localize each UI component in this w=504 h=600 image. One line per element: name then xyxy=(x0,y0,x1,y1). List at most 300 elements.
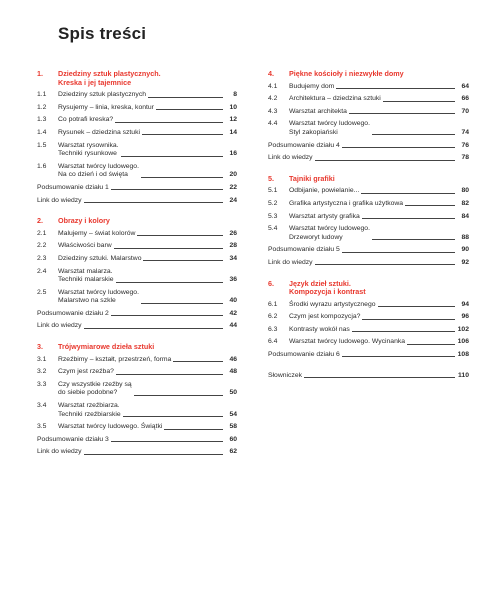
page-number: 48 xyxy=(229,368,237,376)
entry-body xyxy=(268,372,469,381)
entry-body xyxy=(58,91,237,100)
toc-entry[interactable] xyxy=(268,200,469,209)
dot-leader xyxy=(141,177,223,178)
toc-entry[interactable] xyxy=(37,289,237,306)
dot-leader xyxy=(156,109,223,110)
chapter-number: 3. xyxy=(37,342,43,352)
line-text: do siebie podobne? xyxy=(58,389,118,397)
page-number: 22 xyxy=(229,183,237,191)
entry-title xyxy=(289,120,370,137)
page-number: 110 xyxy=(458,371,469,379)
line-text: Na co dzień i od święta xyxy=(58,171,128,179)
toc-summary-entry[interactable] xyxy=(268,154,469,163)
chapter-heading[interactable] xyxy=(37,70,237,87)
entry-body xyxy=(58,423,237,432)
dot-leader xyxy=(405,205,455,206)
entry-body xyxy=(58,368,237,377)
entry-number: 5.4 xyxy=(268,225,278,233)
entry-title xyxy=(37,184,109,193)
entry-number: 5.2 xyxy=(268,199,278,207)
entry-number: 1.1 xyxy=(37,91,47,99)
line-text: Rzeźbimy – kształt, przestrzeń, forma xyxy=(58,355,172,363)
dot-leader xyxy=(148,97,223,98)
entry-title xyxy=(268,259,313,268)
entry-body xyxy=(58,163,237,180)
line-text: Środki wyrazu artystycznego xyxy=(289,300,376,308)
toc-entry[interactable] xyxy=(37,230,237,239)
entry-body xyxy=(58,104,237,113)
page-number: 36 xyxy=(229,276,237,284)
line-text: Warsztat rysownika. xyxy=(58,141,119,149)
toc-entry[interactable] xyxy=(268,326,469,335)
entry-number: 6.1 xyxy=(268,300,278,308)
entry-title xyxy=(289,95,381,104)
line-text: Odbijanie, powielanie... xyxy=(289,187,360,195)
entry-body xyxy=(268,259,469,268)
entry-number: 3.3 xyxy=(37,380,47,388)
line-text: Piękne kościoły i niezwykłe domy xyxy=(289,69,404,78)
page-number: 106 xyxy=(457,338,469,346)
dot-leader xyxy=(143,260,223,261)
entry-title xyxy=(289,326,350,335)
line-text: Dziedziny sztuki. Malarstwo xyxy=(58,254,142,262)
entry-number: 1.3 xyxy=(37,116,47,124)
line-text: Kontrasty wokół nas xyxy=(289,325,350,333)
toc-entry[interactable] xyxy=(37,255,237,264)
chapter-title xyxy=(289,175,469,184)
toc-entry[interactable] xyxy=(37,116,237,125)
entry-body xyxy=(58,129,237,138)
entry-number: 1.2 xyxy=(37,103,47,111)
entry-body xyxy=(289,213,469,222)
page-number: 88 xyxy=(461,233,469,241)
page-number: 34 xyxy=(229,254,237,262)
entry-body xyxy=(289,313,469,322)
entry-title xyxy=(58,402,121,419)
page-title: Spis treści xyxy=(58,24,147,43)
chapter-number: 5. xyxy=(268,173,274,183)
line-text: Trójwymiarowe dzieła sztuki xyxy=(58,342,155,352)
toc-entry[interactable] xyxy=(268,313,469,322)
toc-entry[interactable] xyxy=(37,163,237,180)
entry-number: 4.1 xyxy=(268,82,278,90)
page-number: 24 xyxy=(229,196,237,204)
line-text: Obrazy i kolory xyxy=(58,216,110,226)
page-number: 50 xyxy=(229,389,237,397)
entry-title xyxy=(58,230,135,239)
entry-number: 3.1 xyxy=(37,355,47,363)
dot-leader xyxy=(315,264,455,265)
dot-leader xyxy=(141,303,223,304)
entry-title xyxy=(37,436,109,445)
toc-column-right xyxy=(268,70,469,384)
entry-title xyxy=(289,108,347,117)
entry-body xyxy=(58,402,237,419)
chapter-title xyxy=(289,70,469,79)
dot-leader xyxy=(362,319,455,320)
line-text: Tajniki grafiki xyxy=(289,173,335,183)
page-number: 82 xyxy=(461,199,469,207)
line-text: Warsztat twórcy ludowego. xyxy=(58,162,139,170)
page-number: 102 xyxy=(457,325,469,333)
entry-number: 4.2 xyxy=(268,95,278,103)
entry-title xyxy=(58,423,162,432)
entry-title xyxy=(268,154,313,163)
chapter-section xyxy=(268,280,469,360)
page-number: 74 xyxy=(461,128,469,136)
entry-body xyxy=(58,242,237,251)
dot-leader xyxy=(349,113,455,114)
toc-summary-entry[interactable] xyxy=(37,184,237,193)
line-text: Podsumowanie działu 6 xyxy=(268,351,340,359)
chapter-title xyxy=(58,343,237,352)
entry-number: 5.3 xyxy=(268,212,278,220)
line-text: Styl zakopiański xyxy=(289,128,338,136)
entry-body xyxy=(37,322,237,331)
entry-title xyxy=(58,242,112,251)
toc-summary-entry[interactable] xyxy=(37,197,237,206)
entry-title xyxy=(58,356,171,365)
toc-entry[interactable] xyxy=(37,402,237,419)
line-text: Warsztat architekta xyxy=(289,107,347,115)
line-text: Link do wiedzy xyxy=(37,448,82,456)
line-text: Kompozycja i kontrast xyxy=(289,287,366,297)
entry-title xyxy=(289,200,403,209)
chapter-section xyxy=(37,217,237,331)
line-text: Link do wiedzy xyxy=(268,258,313,266)
entry-number: 3.2 xyxy=(37,368,47,376)
chapter-section xyxy=(268,70,469,163)
entry-body xyxy=(37,310,237,319)
toc-summary-entry[interactable] xyxy=(37,436,237,445)
entry-body xyxy=(58,289,237,306)
toc-entry[interactable] xyxy=(37,142,237,159)
dot-leader xyxy=(407,344,455,345)
dot-leader xyxy=(378,306,455,307)
dot-leader xyxy=(164,429,223,430)
entry-number: 3.4 xyxy=(37,402,47,410)
entry-number: 4.4 xyxy=(268,120,278,128)
dot-leader xyxy=(342,147,455,148)
entry-number: 2.3 xyxy=(37,254,47,262)
line-text: Warsztat artysty grafika xyxy=(289,212,360,220)
chapter-number: 6. xyxy=(268,278,274,288)
line-text: Podsumowanie działu 1 xyxy=(37,183,109,191)
dot-leader xyxy=(116,282,223,283)
page-number: 16 xyxy=(229,150,237,158)
entry-title xyxy=(58,129,140,138)
line-text: Techniki rysunkowe xyxy=(58,150,117,158)
line-text: Podsumowanie działu 4 xyxy=(268,141,340,149)
line-text: Podsumowanie działu 2 xyxy=(37,309,109,317)
entry-title xyxy=(58,289,139,306)
toc-entry[interactable] xyxy=(268,83,469,92)
dot-leader xyxy=(114,248,223,249)
line-text: Kreska i jej tajemnice xyxy=(58,77,132,87)
dot-leader xyxy=(116,374,223,375)
entry-body xyxy=(268,351,469,360)
line-text: Warsztat twórcy ludowego. Wycinanka xyxy=(289,338,406,346)
line-text: Język dzieł sztuki. xyxy=(289,278,351,288)
entry-body xyxy=(58,116,237,125)
entry-number: 1.6 xyxy=(37,162,47,170)
toc-entry[interactable] xyxy=(268,95,469,104)
page-number: 26 xyxy=(229,229,237,237)
page-number: 70 xyxy=(461,107,469,115)
line-text: Warsztat twórcy ludowego. xyxy=(58,288,139,296)
page-number: 20 xyxy=(229,171,237,179)
line-text: Czym jest kompozycja? xyxy=(289,313,361,321)
entry-body xyxy=(289,200,469,209)
toc-entry[interactable] xyxy=(37,381,237,398)
entry-title xyxy=(37,310,109,319)
dot-leader xyxy=(121,156,223,157)
dot-leader xyxy=(372,239,455,240)
toc-entry[interactable] xyxy=(37,356,237,365)
entry-title xyxy=(37,197,82,206)
entry-title xyxy=(58,104,154,113)
line-text: Malarstwo na szkle xyxy=(58,297,116,305)
line-text: Warsztat rzeźbiarza. xyxy=(58,402,120,410)
page-number: 90 xyxy=(461,246,469,254)
dot-leader xyxy=(361,193,455,194)
dot-leader xyxy=(134,395,223,396)
entry-title xyxy=(268,142,340,151)
entry-body xyxy=(37,448,237,457)
entry-title xyxy=(268,246,340,255)
entry-body xyxy=(268,246,469,255)
page-number: 84 xyxy=(461,212,469,220)
dot-leader xyxy=(111,315,223,316)
line-text: Link do wiedzy xyxy=(37,196,82,204)
page-number: 42 xyxy=(229,309,237,317)
dot-leader xyxy=(84,328,223,329)
toc-entry[interactable] xyxy=(37,368,237,377)
page-number: 58 xyxy=(229,423,237,431)
page-number: 94 xyxy=(461,300,469,308)
entry-title xyxy=(289,187,359,196)
line-text: Czy wszystkie rzeźby są xyxy=(58,380,132,388)
line-text: Właściwości barw xyxy=(58,242,112,250)
page-number: 78 xyxy=(461,154,469,162)
entry-number: 6.3 xyxy=(268,325,278,333)
page-number: 44 xyxy=(229,322,237,330)
line-text: Link do wiedzy xyxy=(268,154,313,162)
line-text: Budujemy dom xyxy=(289,82,335,90)
dot-leader xyxy=(137,235,223,236)
dot-leader xyxy=(111,441,223,442)
entry-body xyxy=(58,268,237,285)
dot-leader xyxy=(173,361,223,362)
entry-body xyxy=(289,338,469,347)
entry-title xyxy=(289,313,360,322)
entry-number: 1.5 xyxy=(37,141,47,149)
chapter-number: 4. xyxy=(268,69,274,78)
dot-leader xyxy=(372,134,455,135)
page-number: 108 xyxy=(457,351,469,359)
entry-number: 1.4 xyxy=(37,128,47,136)
dot-leader xyxy=(352,331,455,332)
toc-entry[interactable] xyxy=(268,225,469,242)
entry-body xyxy=(58,142,237,159)
entry-body xyxy=(37,436,237,445)
entry-body xyxy=(289,225,469,242)
toc-summary-entry[interactable] xyxy=(268,351,469,360)
line-text: Co potrafi kreska? xyxy=(58,116,114,124)
line-text: Dziedziny sztuk plastycznych. xyxy=(58,69,161,78)
chapter-heading[interactable] xyxy=(37,217,237,226)
chapter-section xyxy=(37,343,237,457)
line-text: Rysujemy – linia, kreska, kontur xyxy=(58,103,154,111)
toc-entry[interactable] xyxy=(37,129,237,138)
dot-leader xyxy=(315,160,455,161)
line-text: Rysunek – dziedzina sztuki xyxy=(58,128,140,136)
entry-title xyxy=(58,91,146,100)
entry-number: 2.5 xyxy=(37,288,47,296)
entry-body xyxy=(58,255,237,264)
page-number: 60 xyxy=(229,435,237,443)
entry-body xyxy=(289,301,469,310)
line-text: Techniki malarskie xyxy=(58,276,114,284)
chapter-heading[interactable] xyxy=(37,343,237,352)
entry-title xyxy=(58,368,114,377)
entry-title xyxy=(58,142,119,159)
line-text: Czym jest rzeźba? xyxy=(58,368,114,376)
entry-body xyxy=(268,142,469,151)
entry-title xyxy=(58,255,141,264)
entry-body xyxy=(37,184,237,193)
toc-column-left xyxy=(37,70,237,469)
toc-summary-entry[interactable] xyxy=(268,142,469,151)
toc-entry[interactable] xyxy=(268,187,469,196)
toc-summary-entry[interactable] xyxy=(37,448,237,457)
entry-body xyxy=(268,154,469,163)
line-text: Dziedziny sztuk plastycznych xyxy=(58,91,147,99)
toc-entry[interactable] xyxy=(37,423,237,432)
line-text: Podsumowanie działu 3 xyxy=(37,435,109,443)
entry-title xyxy=(289,301,376,310)
toc-entry[interactable] xyxy=(268,301,469,310)
line-text: Techniki rzeźbiarskie xyxy=(58,410,121,418)
entry-title xyxy=(37,322,82,331)
entry-number: 6.4 xyxy=(268,338,278,346)
chapter-heading[interactable] xyxy=(268,70,469,79)
toc-entry[interactable] xyxy=(37,268,237,285)
entry-title xyxy=(37,448,82,457)
entry-title xyxy=(58,268,114,285)
entry-title xyxy=(58,381,132,398)
page-number: 54 xyxy=(229,410,237,418)
line-text: Link do wiedzy xyxy=(37,322,82,330)
page-number: 76 xyxy=(461,141,469,149)
entry-body xyxy=(289,95,469,104)
toc-entry[interactable] xyxy=(268,213,469,222)
entry-number: 4.3 xyxy=(268,107,278,115)
line-text: Malujemy – świat kolorów xyxy=(58,229,136,237)
entry-number: 5.1 xyxy=(268,187,278,195)
entry-title: Słowniczek xyxy=(268,371,302,379)
toc-entry[interactable] xyxy=(268,120,469,137)
entry-number: 2.4 xyxy=(37,267,47,275)
chapter-title xyxy=(58,217,237,226)
page-number: 62 xyxy=(229,448,237,456)
line-text: Warsztat twórcy ludowego. Świątki xyxy=(58,423,163,431)
line-text: Warsztat twórcy ludowego. xyxy=(289,225,370,233)
chapter-title xyxy=(289,280,469,297)
chapter-title xyxy=(58,70,237,87)
chapter-number: 1. xyxy=(37,69,43,78)
chapter-number: 2. xyxy=(37,216,43,226)
line-text: Podsumowanie działu 5 xyxy=(268,246,340,254)
page-number: 28 xyxy=(229,242,237,250)
toc-entry[interactable] xyxy=(37,104,237,113)
page-number: 64 xyxy=(461,82,469,90)
chapter-section xyxy=(37,70,237,205)
entry-body xyxy=(289,108,469,117)
line-text: Warsztat twórcy ludowego. xyxy=(289,120,370,128)
dot-leader xyxy=(383,101,455,102)
entry-body xyxy=(289,120,469,137)
page-number: 80 xyxy=(461,187,469,195)
entry-body xyxy=(289,326,469,335)
chapter-heading[interactable] xyxy=(268,280,469,297)
entry-body xyxy=(289,187,469,196)
line-text: Warsztat malarza. xyxy=(58,267,113,275)
toc-entry[interactable] xyxy=(37,91,237,100)
toc-entry[interactable] xyxy=(268,338,469,347)
entry-number: 2.1 xyxy=(37,229,47,237)
dot-leader xyxy=(362,218,455,219)
entry-number: 6.2 xyxy=(268,313,278,321)
dot-leader xyxy=(123,416,223,417)
dot-leader xyxy=(84,202,223,203)
toc-entry[interactable] xyxy=(37,242,237,251)
entry-body xyxy=(289,83,469,92)
dot-leader xyxy=(342,356,455,357)
chapter-section xyxy=(268,175,469,268)
page-number: 8 xyxy=(233,91,237,99)
dot-leader xyxy=(84,454,223,455)
page-number: 14 xyxy=(229,128,237,136)
page-number: 46 xyxy=(229,355,237,363)
dot-leader xyxy=(336,88,455,89)
entry-title xyxy=(58,163,139,180)
glossary-entry[interactable] xyxy=(268,372,469,381)
entry-number: 3.5 xyxy=(37,423,47,431)
page-number: 96 xyxy=(461,313,469,321)
toc-entry[interactable] xyxy=(268,108,469,117)
entry-number: 2.2 xyxy=(37,242,47,250)
chapter-heading[interactable] xyxy=(268,175,469,184)
toc-summary-entry[interactable] xyxy=(268,246,469,255)
entry-title xyxy=(289,213,360,222)
page-number: 10 xyxy=(229,103,237,111)
toc-summary-entry[interactable] xyxy=(37,322,237,331)
entry-body xyxy=(58,230,237,239)
dot-leader xyxy=(115,122,223,123)
entry-title xyxy=(268,351,340,360)
entry-body xyxy=(58,356,237,365)
entry-title xyxy=(289,225,370,242)
dot-leader xyxy=(142,134,223,135)
dot-leader xyxy=(111,189,223,190)
toc-summary-entry[interactable] xyxy=(268,259,469,268)
toc-summary-entry[interactable] xyxy=(37,310,237,319)
page-number: 66 xyxy=(461,95,469,103)
line-text: Grafika artystyczna i grafika użytkowa xyxy=(289,199,404,207)
line-text: Drzeworyt ludowy xyxy=(289,233,343,241)
dot-leader xyxy=(342,252,455,253)
